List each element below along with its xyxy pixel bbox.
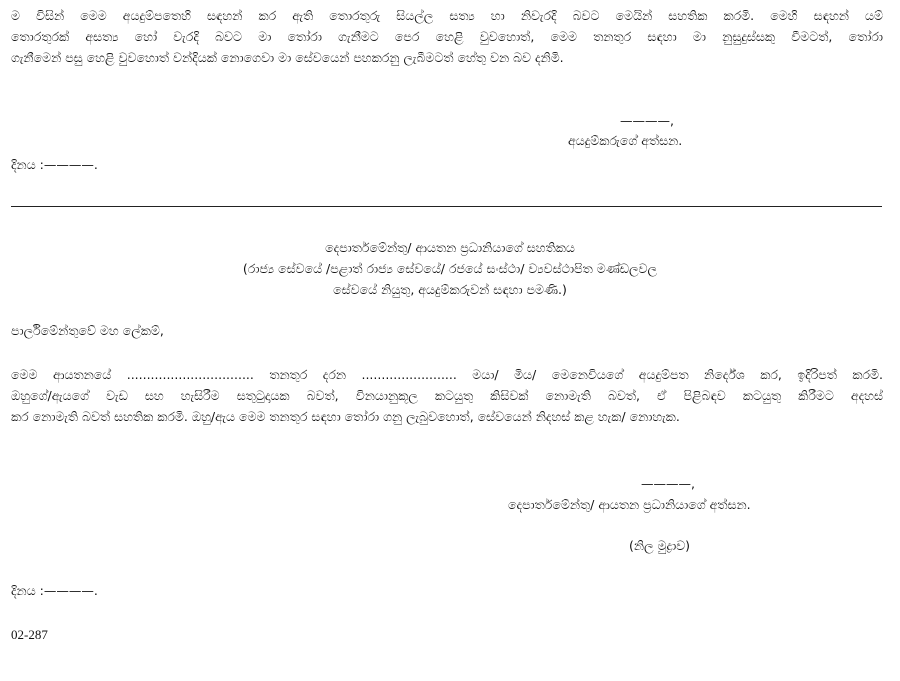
declaration-paragraph [11, 5, 883, 68]
certificate-body [11, 364, 883, 427]
certificate-body-line: මෙම ආයතනයේ ................................ තනතුර දරන ........................ මයා/ මිය/ මෙනෙවියගේ අයදුම්පත නිර්දේශ කර, ඉදිරිපත් කරමි. [11, 367, 883, 382]
certificate-title-line: (රාජ්‍ය සේවයේ /පළාත් රාජ්‍ය සේවයේ/ රජයේ සංස්ථා/ ව්‍යවස්ථාපිත මණ්ඩලවල [242, 261, 658, 276]
head-signature-line: ————, [641, 476, 695, 491]
certificate-title-line: සේවයේ නියුතු, අයදුම්කරුවන් සඳහා පමණි.) [333, 282, 567, 297]
date-field: දිනය :————. [11, 157, 98, 172]
certificate-body-line: ඔහුගේ/ඇයගේ වැඩ සහ හැසිරීම සතුටුදායක බවත්, විනයානුකූල කටයුතු කිසිවක් නොමැති බවත්, ඒ පිළිබඳව කටයුතු කිරීමට අදහස් [11, 388, 883, 403]
declaration-line: ගැනීමෙන් පසු හෙළි වුවහොත් වන්දියක් නොගෙවා මා සේවයෙන් පහකරනු ලැබීමටත් හේතු වන බව දනිමි. [11, 50, 564, 65]
declaration-line: තොරතුරක් අසත්‍ය හෝ වැරදි බවට මා තෝරා ගැනීමට පෙර හෙළි වුවහොත්, මෙම තනතුර සඳහා මා නුසුදුස්සකු වීමටත්, තෝරා [11, 29, 883, 44]
addressee: පාර්ලිමේන්තුවේ මහ ලේකම්, [11, 323, 164, 338]
official-seal-label: (නිල මුද්‍රාව) [629, 538, 691, 553]
certificate-title-line: දෙපාර්තමේන්තු/ ආයතන ප්‍රධානියාගේ සහතිකය [325, 240, 575, 255]
date-field: දිනය :————. [11, 583, 98, 598]
applicant-signature-label: අයදුම්කරුගේ අත්සන. [568, 133, 683, 148]
form-code: 02-287 [11, 627, 48, 642]
head-signature-label: දෙපාර්තමේන්තු/ ආයතන ප්‍රධානියාගේ අත්සන. [508, 497, 751, 512]
declaration-line: ම විසින් මෙම අයදුම්පතෙහි සඳහන් කර ඇති තොරතුරු සියල්ල සත්‍ය හා නිවැරදි බවට මෙයින් සහතික කරමි. මෙහි සඳහන් යම් [11, 8, 883, 23]
applicant-signature-line: ————, [620, 113, 674, 128]
section-divider [11, 206, 882, 207]
certificate-body-line: කර නොමැති බවත් සහතික කරමි. ඔහු/ඇය මෙම තනතුර සඳහා තෝරා ගනු ලැබුවහොත්, සේවයෙන් නිදහස් කළ හැක/ නොහැක. [11, 409, 680, 424]
certificate-title [150, 237, 750, 300]
